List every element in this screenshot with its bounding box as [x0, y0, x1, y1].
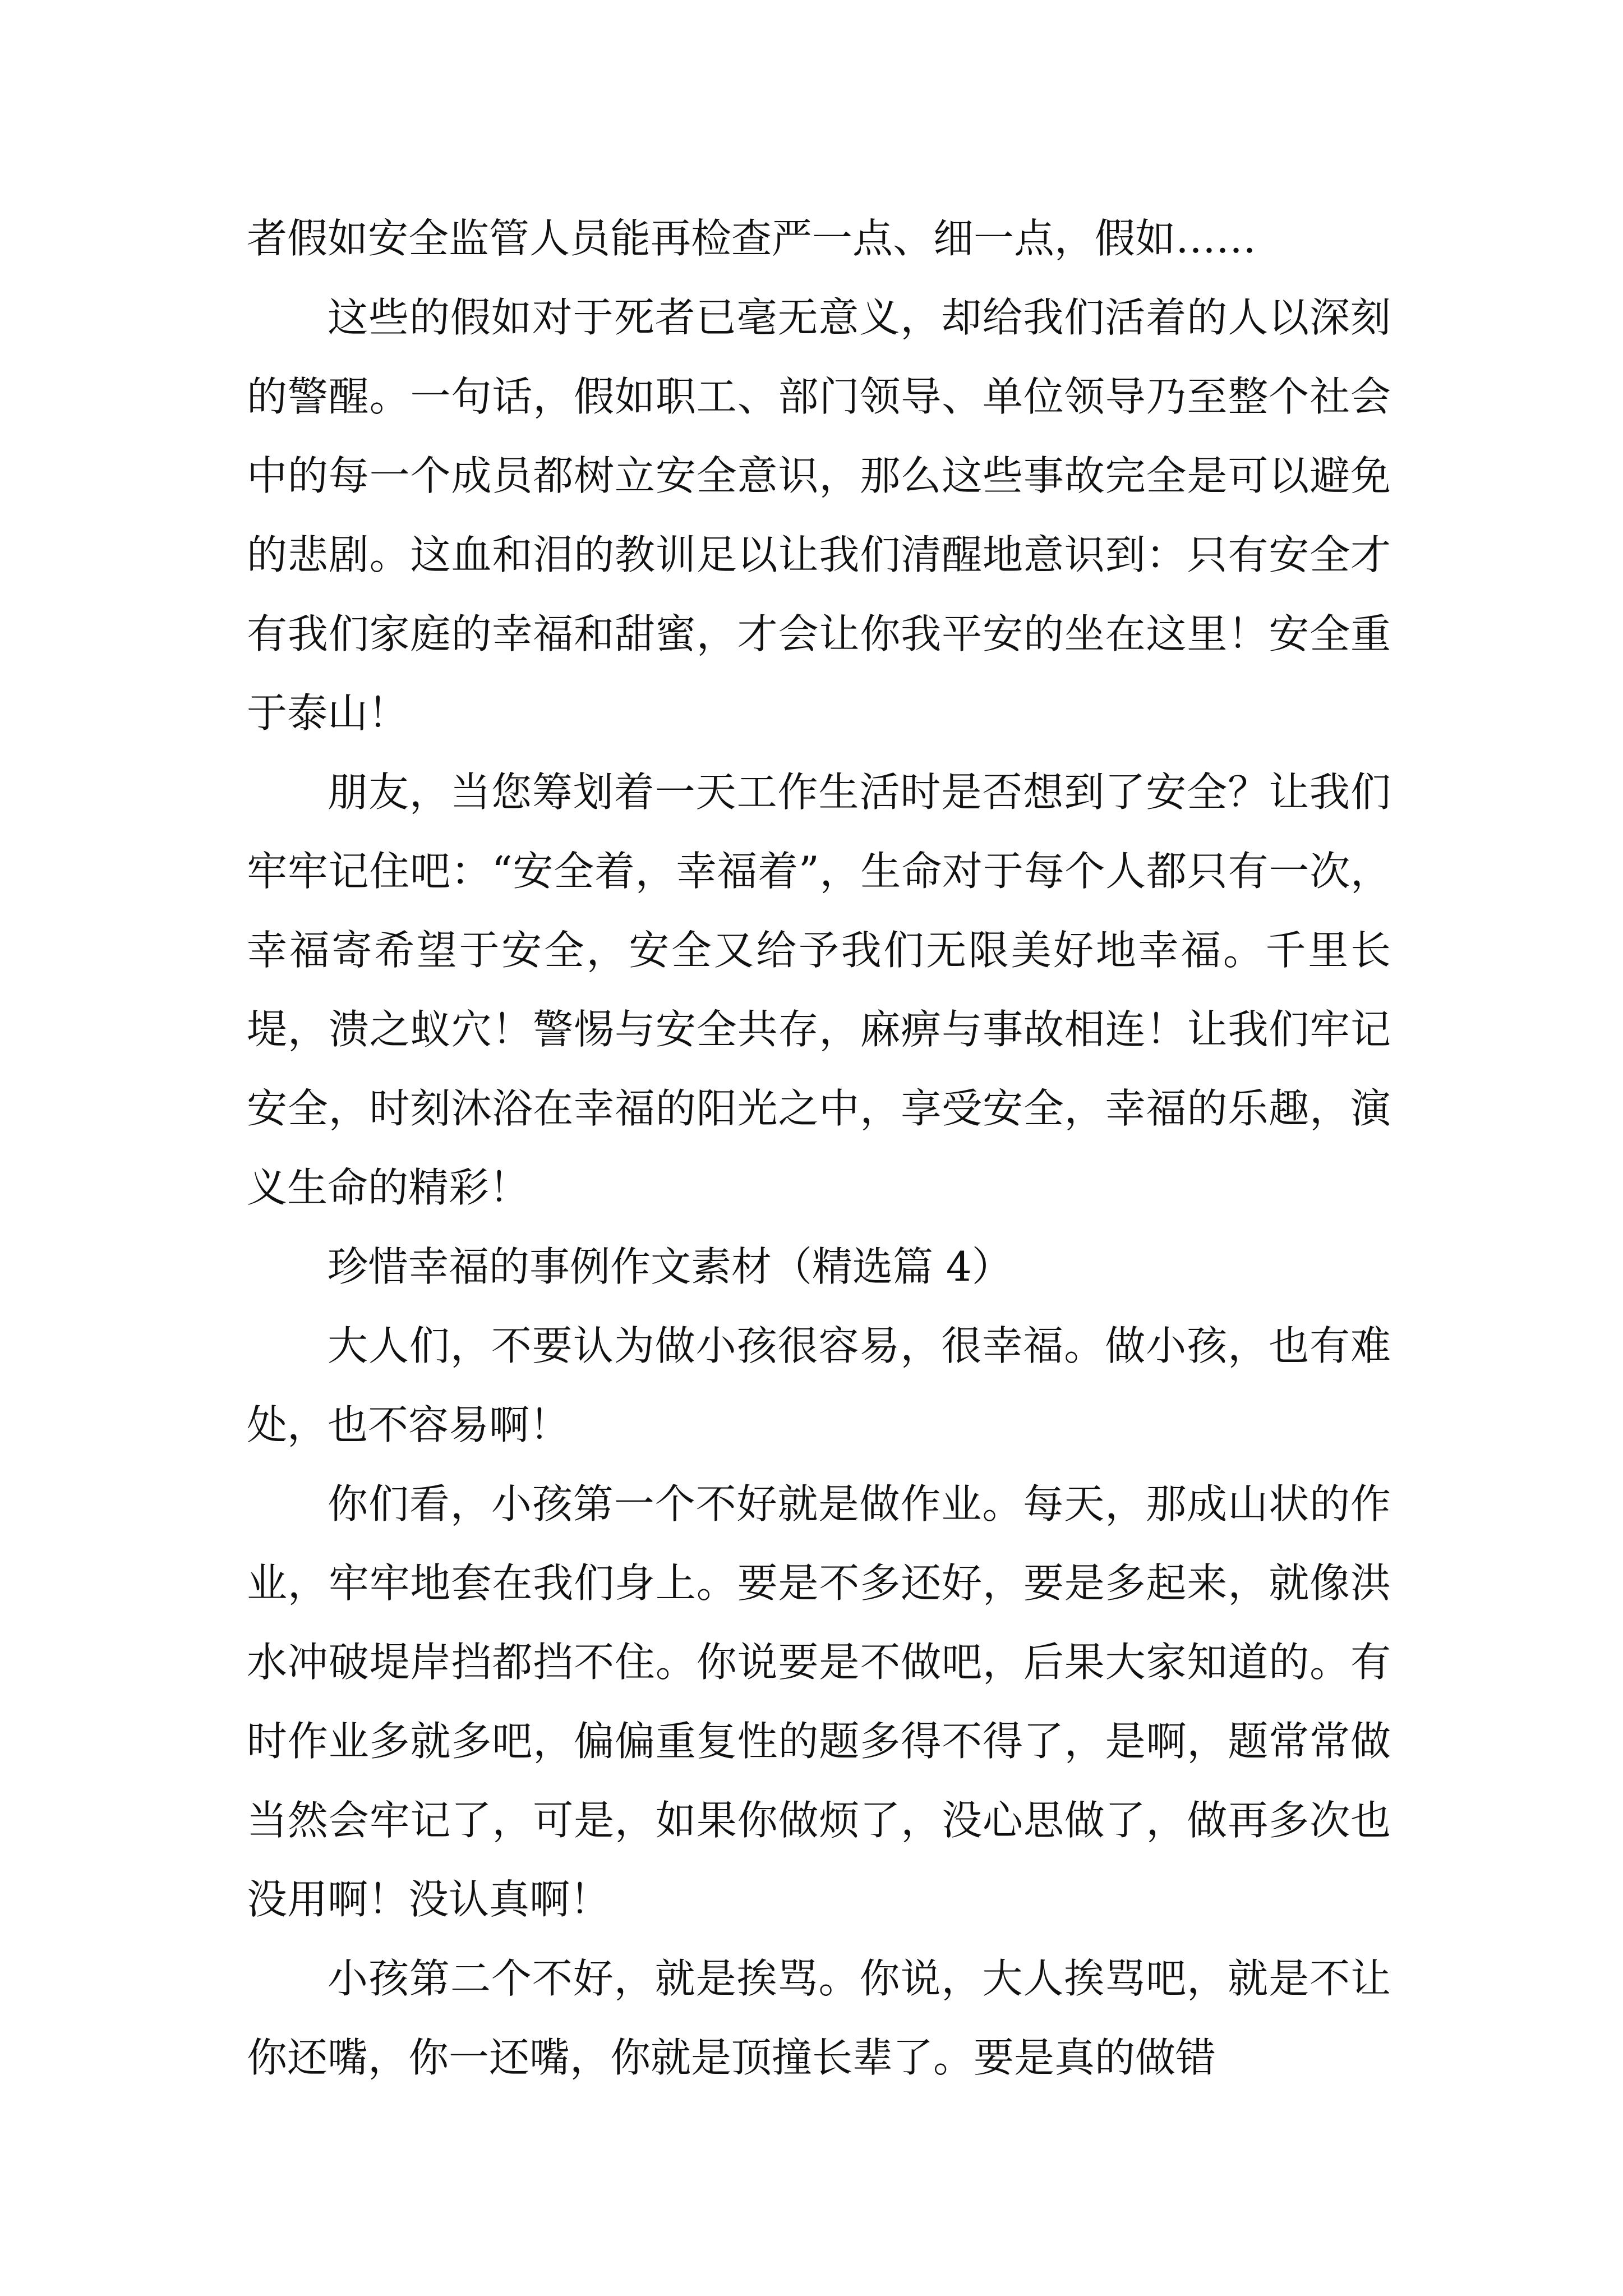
paragraph-reflection: 这些的假如对于死者已毫无意义，却给我们活着的人以深刻的警醒。一句话，假如职工、部门领导、单位领导乃至整个社会中的每一个成员都树立安全意识，那么这些事故完全是可以避免的悲剧。这血和泪的教训足以让我们清醒地意识到：只有安全才有我们家庭的幸福和甜蜜，才会让你我平安的坐在这里！安全重于泰山！: [247, 294, 1391, 737]
paragraph-intro: 大人们，不要认为做小孩很容易，很幸福。做小孩，也有难处，也不容易啊！: [247, 1322, 1391, 1448]
section-heading: 珍惜幸福的事例作文素材（精选篇 4）: [328, 1243, 1012, 1290]
paragraph-homework: 你们看，小孩第一个不好就是做作业。每天，那成山状的作业，牢牢地套在我们身上。要是不多还好，要是多起来，就像洪水冲破堤岸挡都挡不住。你说要是不做吧，后果大家知道的。有时作业多就多吧，偏偏重复性的题多得不得了，是啊，题常常做当然会牢记了，可是，如果你做烦了，没心思做了，做再多次也没用啊！没认真啊！: [247, 1480, 1391, 1923]
paragraph-safety-appeal: 朋友，当您筹划着一天工作生活时是否想到了安全？让我们牢牢记住吧：“安全着，幸福着”，生命对于每个人都只有一次，幸福寄希望于安全，安全又给予我们无限美好地幸福。千里长堤，溃之蚁穴！警惕与安全共存，麻痹与事故相连！让我们牢记安全，时刻沐浴在幸福的阳光之中，享受安全，幸福的乐趣，演义生命的精彩！: [247, 769, 1391, 1211]
document-body: [247, 199, 1391, 2097]
paragraph-scolding: 小孩第二个不好，就是挨骂。你说，大人挨骂吧，就是不让你还嘴，你一还嘴，你就是顶撞长辈了。要是真的做错: [247, 1955, 1391, 2081]
paragraph-continuation: 者假如安全监管人员能再检查严一点、细一点，假如……: [247, 215, 1257, 262]
